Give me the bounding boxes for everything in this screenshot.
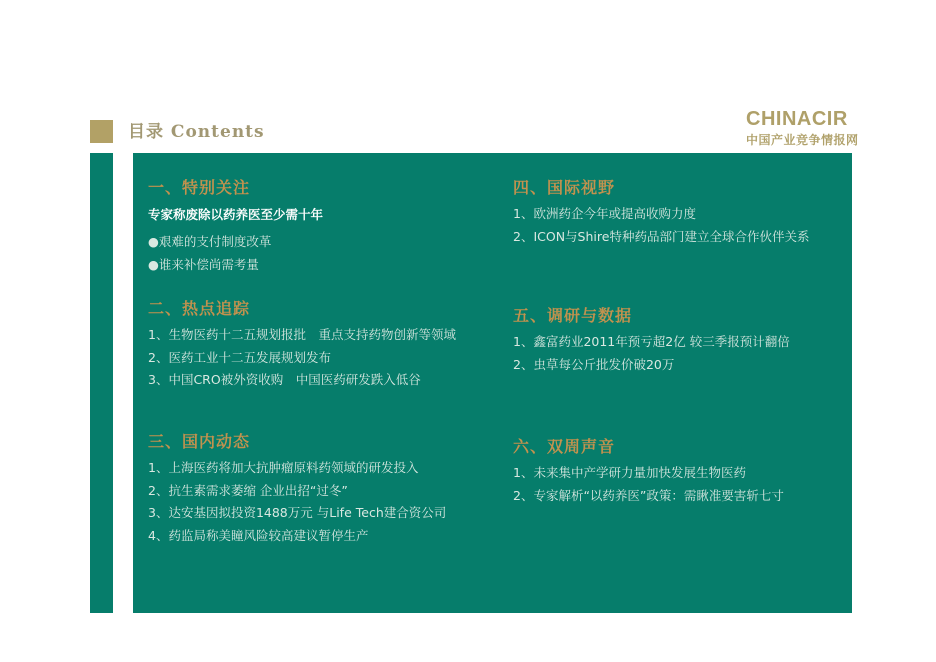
section-entries xyxy=(148,324,498,392)
section-heading: 一、特别关注 xyxy=(148,178,251,197)
toc-entry: 2、抗生素需求萎缩 企业出招“过冬” xyxy=(148,482,348,498)
section-entries xyxy=(513,331,863,376)
page-title: 目录 Contents xyxy=(128,122,265,142)
toc-entry: ●谁来补偿尚需考量 xyxy=(148,256,259,272)
section-heading: 五、调研与数据 xyxy=(513,306,633,325)
toc-entry: 1、未来集中产学研力量加快发展生物医药 xyxy=(513,465,746,480)
brand-block xyxy=(746,109,859,148)
section-entries xyxy=(513,203,863,248)
contents-panel xyxy=(133,153,852,613)
section-lead-entry: 专家称废除以药养医至少需十年 xyxy=(148,207,324,222)
section-heading: 六、双周声音 xyxy=(513,437,616,456)
section-heading: 三、国内动态 xyxy=(148,432,251,451)
toc-entry: 3、达安基因拟投资1488万元 与Life Tech建合资公司 xyxy=(148,505,447,520)
section-heading: 四、国际视野 xyxy=(513,178,616,197)
toc-section-biweekly-voice xyxy=(513,437,863,507)
toc-entry: 1、上海医药将加大抗肿瘤原料药领域的研发投入 xyxy=(148,460,419,475)
toc-entry: 1、欧洲药企今年或提高收购力度 xyxy=(513,206,696,221)
toc-entry: 4、药监局称美瞳风险较高建议暂停生产 xyxy=(148,527,369,543)
section-entries xyxy=(148,457,498,547)
gold-accent-square xyxy=(90,120,113,143)
toc-entry: 1、鑫富药业2011年预亏超2亿 较三季报预计翻倍 xyxy=(513,334,790,349)
section-entries xyxy=(513,462,863,507)
toc-entry: 2、虫草每公斤批发价破20万 xyxy=(513,356,675,372)
brand-subtitle: 中国产业竞争情报网 xyxy=(746,133,859,147)
toc-section-special-focus xyxy=(148,178,498,276)
section-entries xyxy=(148,231,498,276)
toc-section-hot-topics xyxy=(148,299,498,392)
section-heading: 二、热点追踪 xyxy=(148,299,251,318)
toc-section-research-data xyxy=(513,306,863,376)
toc-entry: ●艰难的支付制度改革 xyxy=(148,234,272,249)
toc-entry: 2、ICON与Shire特种药品部门建立全球合作伙伴关系 xyxy=(513,228,810,244)
left-accent-strip xyxy=(90,153,113,613)
brand-logo-text: CHINACIR xyxy=(746,108,848,130)
toc-section-domestic-news xyxy=(148,432,498,547)
toc-entry: 2、医药工业十二五发展规划发布 xyxy=(148,349,331,365)
toc-section-international-view xyxy=(513,178,863,248)
toc-entry: 1、生物医药十二五规划报批 重点支持药物创新等领域 xyxy=(148,327,456,342)
toc-entry: 2、专家解析“以药养医”政策：需瞅准要害斩七寸 xyxy=(513,487,784,503)
toc-entry: 3、中国CRO被外资收购 中国医药研发跌入低谷 xyxy=(148,372,421,387)
